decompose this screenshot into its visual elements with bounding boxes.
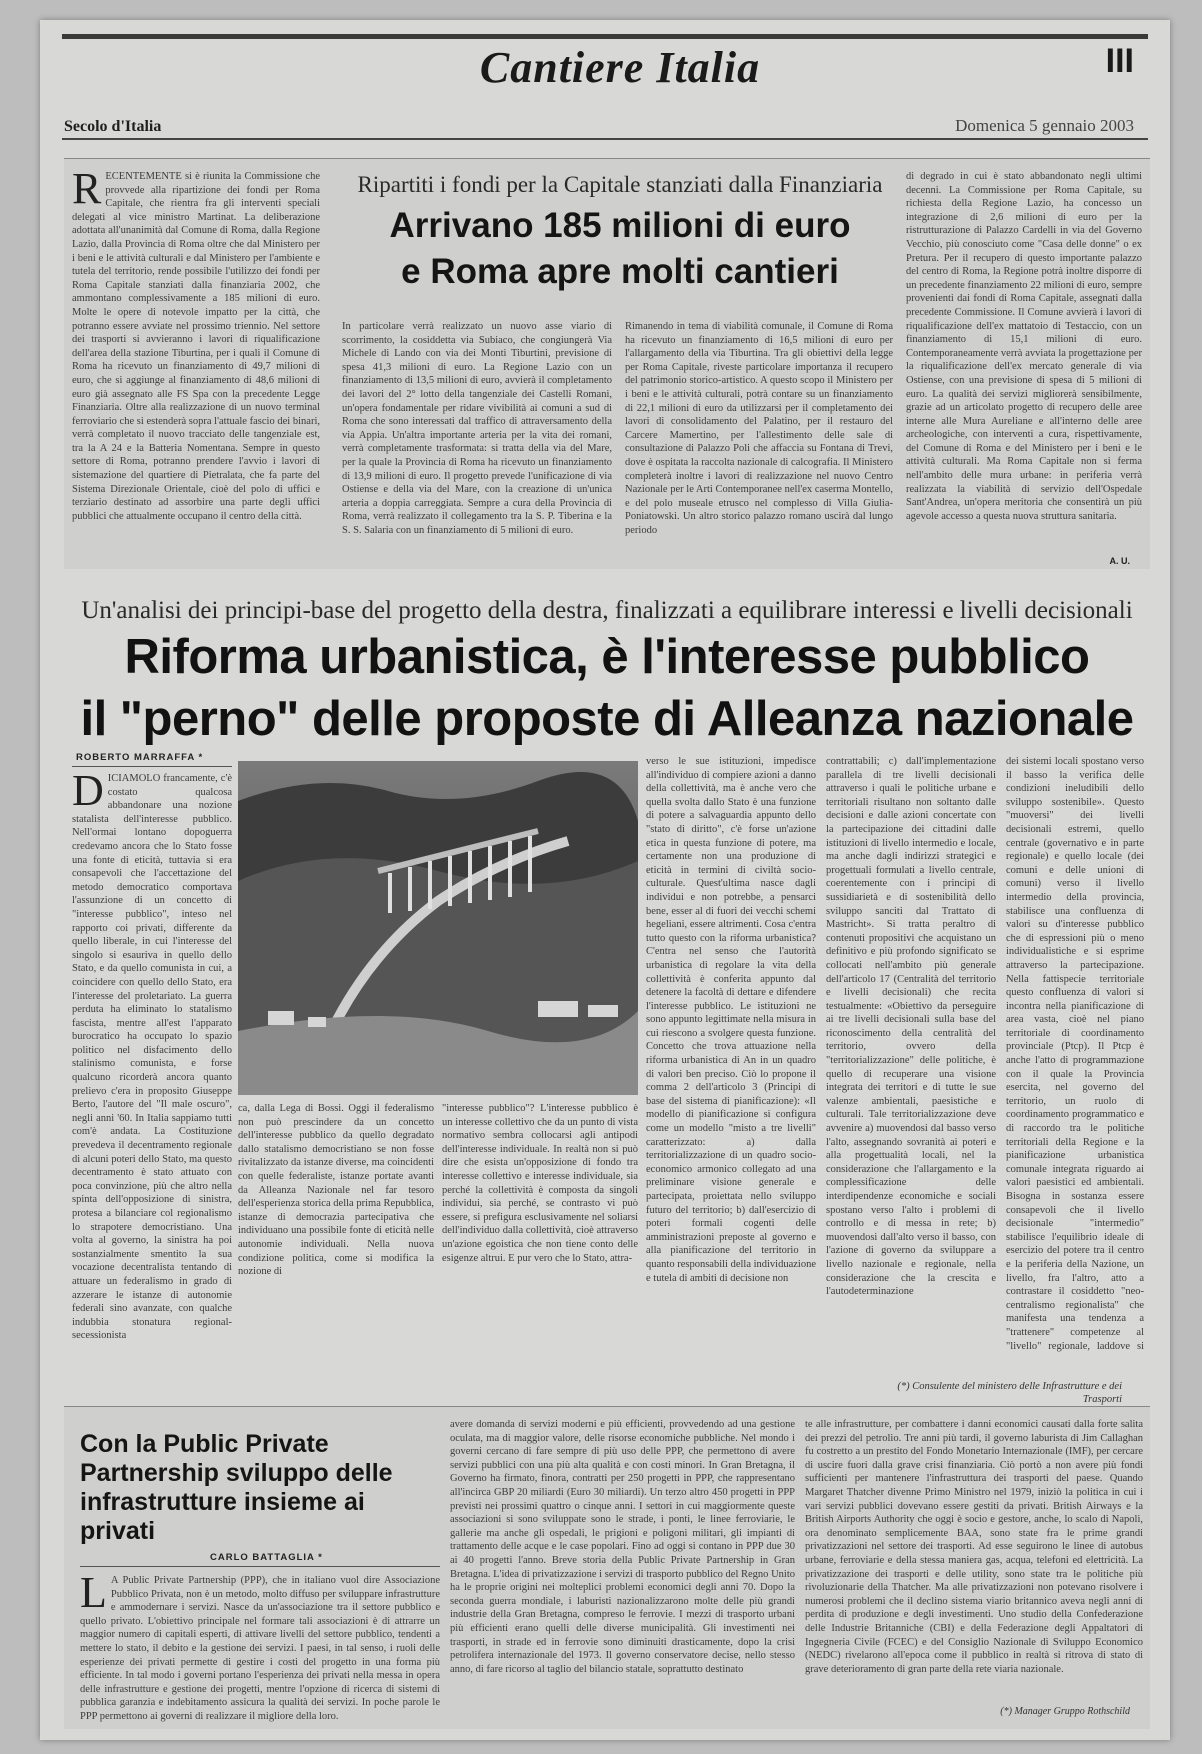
drop-cap: L [80,1574,107,1617]
bottom-story-column-1 [80,1574,440,1724]
bottom-story-byline: CARLO BATTAGLIA * [210,1552,323,1563]
top-story-kicker: Ripartiti i fondi per la Capitale stanziati dalla Finanziaria [357,172,883,197]
headline-line: Arrivano 185 milioni di euro [389,206,851,245]
paper-name: Secolo d'Italia [64,118,162,135]
masthead-sub-rule [62,138,1148,140]
viaduct-photo [238,761,638,1095]
mid-story-column-6: dei sistemi locali spostano verso il basso la verifica delle condizioni ineludibili dello sviluppo sostenibile». Questo "muoversi" dei livelli decisionali estremi, quello centrale (governativo e in parte regionale) e quello locale (dei comuni e delle unioni di comuni) verso il livello intermedio della provincia, stabilisce una confluenza di valori su d'interesse pubblico che di espressioni più o meno individualistiche e si esprime attraverso la partecipazione. Nella fattispecie territoriale questo confluenza di valori si incontra nella pianificazione di area vasta, cioè nel piano territoriale di coordinamento provinciale (Ptcp). Il Ptcp è anche l'atto di programmazione con il quale la Provincia esercita, nel governo del territorio, un ruolo di coordinamento programmatico e di raccordo tra le politiche territoriali della Regione e la pianificazione urbanistica comunale integrata riguardo ai valori paesistici ed ambientali. Bisogna in sostanza essere consapevoli che il livello decisionale "intermedio" stabilisce l'equilibrio ideale di esercizio del potere tra il centro e la periferia della Nazione, un livello, fra l'altro, atto a contrastare il cosiddetto "neo-centralismo regionalista" che manifesta una tendenza a "trattenere" competenze al "livello" regionale, laddove si [1006,756,1144,1352]
page-number: III [1105,42,1134,80]
section-title: Cantiere Italia [479,43,761,92]
mid-story-column-4: verso le sue istituzioni, impedisce all'individuo di compiere azioni a danno della collettività, ma è anche vero che quella svolta dallo Stato è una funzione di potere a salvaguardia appunto dello "stato di diritto", c'è forse un'azione etica in questa funzione di potere, ma certamente non una produzione di eticità in termini di civiltà socio-culturale. Quest'ultima nasce dagli individui e non potrebbe, a pensarci bene, esser al di fuori dei vecchi schemi hegeliani, essere altrimenti. Cosa c'entra tutto questo con la riforma urbanistica? C'entra nel senso che l'autorità urbanistica di regolare la vita della collettività è conferita appunto dal detenere la facoltà di dettare e difendere l'interesse pubblico. Le istituzioni ne sono appunto legittimate nella misura in cui riescono a svolgere questa funzione. Concetto che trova attuazione nella riforma urbanistica di An in un quadro di valori ben preciso. Ciò lo propone il comma 2 dell'articolo 3 (Principi di base del sistema di pianificazione): «Il modello di pianificazione si configura come un modello "misto a tre livelli" caratterizzato: a) dalla territorializzazione di un quadro socio-economico armonico collegato ad una preliminare visione generale e partecipata, proiettata nello sviluppo futuro del territorio; b) dall'esercizio di poteri formali cogenti delle amministrazioni preposte al governo e alla pianificazione del territorio in quanto responsabili della individuazione e tutela di ambiti di decisione non [646,756,816,1284]
headline-line: il "perno" delle proposte di Alleanza nazionale [80,692,1134,746]
top-story-signature: A. U. [1109,556,1130,566]
article-text: A Public Private Partnership (PPP), che in italiano vuol dire Associazione Pubblico Privata, non è un metodo, molto diffuso per sviluppare infrastrutture e ammodernare i servizi. Nasce da un'associazione tra il settore pubblico e quello privato. L'obiettivo principale nel formare tali associazioni è di attrarre un maggior numero di capitali esperti, di attivare livelli del settore pubblico, tendenti a mettere lo stato, il debito e la gestione dei servizi. I paesi, in tal senso, i ruoli delle esperienze dei privati permette di gestire i costi del progetto in una forma più efficiente. In tal modo i governi portano l'esperienza dei privati nella messa in opera delle infrastrutture e gestione dei progetti, mentre l'opzione di ricerca di sistemi di pubblica garanzia e indebitamento assicura la qualità dei servizi. In poche parole le PPP permettono ai governi di realizzare il migliore della loro. [80,1575,440,1722]
bottom-story-headline: Con la Public Private Partnership sviluppo delle infrastrutture insieme ai privati [80,1430,393,1545]
drop-cap: D [72,772,104,815]
top-story-column-3: Rimanendo in tema di viabilità comunale, il Comune di Roma ha ricevuto un finanziamento di 16,5 milioni di euro per l'allargamento della via Tiburtina. Tra gli obiettivi della legge per Roma Capitale, riveste particolare importanza il recupero del patrimonio storico-artistico. A questo scopo il Ministero per i beni e le attività culturali, potrà contare su un finanziamento di 22,1 milioni di euro da utilizzarsi per il completamento dei lavori di consolidamento del Palatino, per il restauro del Carcere Mamertino, per l'allestimento delle sale di consultazione di Palazzo Poli che affaccia su Fontana di Trevi, dove è ospitata la raccolta nazionale di calcografia. Il Ministero completerà inoltre i lavori di realizzazione nel nuovo Centro Nazionale per le Arti Contemporanee nell'ex caserma Montello, e del polo museale etrusco nel complesso di Villa Giulia-Poniatowski. Un altro storico palazzo romano uscirà dal lungo periodo [625,321,893,536]
bottom-story-column-3: te alle infrastrutture, per combattere i danni economici causati dalla forte salita dei prezzi del petrolio. Tre anni più tardi, il governo laburista di Jim Callaghan fu costretto a un prestito del Fondo Monetario Internazionale (IMF), per cercare di uscire fuori dalla grave crisi finanziaria. Ciò portò a non avere più fondi sufficienti per mantenere l'infrastruttura dei trasporti del paese. Quando Margaret Thatcher divenne Primo Ministro nel 1979, iniziò la politica in cui i vari servizi pubblici dovevano essere gestiti da privati. British Airways e la British Airports Authority che oggi è socio e gestore, anche, lo scalo di Napoli, ora denominato semplicemente BAA, sono state fra le prime grandi privatizzazioni nel settore dei trasporti. Ad esse seguirono le linee di autobus urbane, ferroviarie e della stessa maniera gas, acqua, telefoni ed elettricità. La privatizzazione dei trasporti e delle utility, sono state tra le politiche più rivoluzionarie della Thatcher. Ma alle privatizzazioni non potevano risolvere i numerosi problemi che il declino sistema viario britannico aveva negli anni di perdita di produzione e degli investimenti. Uno studio della Confederazione delle Industrie Britanniche (CBI) e della Federazione degli Appaltatori di Ingegneria Civile (FCEC) e del Consiglio Nazionale di Sviluppo Economico (NEDC) rivelarono all'epoca come il pubblico in realtà si ritrova di stato di grave deterioramento di gran parte della rete viaria nazionale. [805,1419,1143,1675]
byline-rule [72,766,232,767]
bottom-story-column-2: avere domanda di servizi moderni e più efficienti, provvedendo ad una gestione oculata, ma di maggior valore, delle risorse economiche pubbliche. Nel mondo i governi cercano di fare sempre di più uso delle PPP, che permettono di avere servizi pubblici con una più alta qualità e con costi minori. In Gran Bretagna, il Governo ha firmato, finora, contratti per 250 progetti in PPP, che rappresentano all'incirca GBP 20 miliardi (Euro 30 miliardi). Un terzo altro 450 progetti in PPP previsti nei prossimi quattro o cinque anni. I settori in cui maggiormente queste associazioni si sono sviluppate sono le strade, i ponti, le linee ferroviarie, le gallerie ma anche gli ospedali, le prigioni e poligoni militari, gli impianti di trattamento delle acque e le case popolari. Fino ad oggi si contano in PPP due 30 ai 40 progetti l'anno. Breve storia della Public Private Partnership in Gran Bretagna. L'idea di privatizzazione i servizi di trasporto pubblico del Regno Unito ha le proprie origini nei molteplici problemi economici degli anni 70. Dopo la seconda guerra mondiale, i laburisti nazionalizzarono molte delle più grandi industrie della Gran Bretagna, compreso le ferrovie. I mezzi di trasporto urbani più efficienti erano quelli delle diverse municipalità. Gli investimenti nei trasporti, in strade ed in ferrovie sono diminuiti drasticamente, dopo la crisi petrolifera internazionale del 1973. Il governo conservatore decise, nello stesso anno, di fare ricorso al taglio del bilancio statale, soprattutto destinato [450,1419,795,1675]
mid-story-column-3: "interesse pubblico"? L'interesse pubblico è un interesse collettivo che da un punto di vista normativo sembra collocarsi agli antipodi dell'interesse individuale. In realtà non si può dire che esista un'opposizione di fondo tra interesse collettivo e interesse individuale, sia perché la collettività è composta da singoli individui, sia perché, se contrasto vi può essere, si prefigura esclusivamente nel soliarsi dell'individuo dalla collettività, cioè attraverso un'azione egoistica che non tiene conto delle esigenze altrui. E pur vero che lo Stato, attra- [442,1103,638,1264]
mid-story-column-5: contrattabili; c) dall'implementazione parallela di tre livelli decisionali attraverso i quali le politiche urbane e territoriali risultano non soltanto dalle decisioni e dalle azioni concertate con la partecipazione dei cittadini dalle istituzioni di livello intermedio e locale, ma anche dagli indirizzi strategici e progettuali formulati a livello centrale, coerentemente con i principi di sussidiarietà e di sostenibilità dello sviluppo sanciti dal Trattato di Mastricht». Si tratta peraltro di contenuti propositivi che acquistano un definitivo e più profondo significato se collocati nell'ambito più generale dell'articolo 17 (Centralità del territorio e livelli decisionali) che recita testualmente: «Obiettivo da perseguire ai tre livelli decisionali sulla base del riconoscimento della centralità del territorio, ovvero della "territorializzazione" delle politiche, è quello di recuperare una visione integrata dei territori e di tutte le sue valenze ambientali, paesistiche e culturali. Tale territorializzazione deve avvenire a) muovendosi dal basso verso l'alto, assegnando sovranità ai poteri e alla progettualità locali, nel la considerazione che l'allargamento e la complessificazione delle interdipendenze economiche e sociali spostano verso l'alto i problemi di controllo e di messa in rete; b) muovendosi dall'alto verso il basso, con l'azione di governo da sviluppare a livello nazionale e regionale, nella considerazione che la crescita e l'autodeterminazione [826,756,996,1298]
top-story-headline [340,203,900,295]
author-note: (*) Consulente del ministero delle Infrastrutture e dei Trasporti [897,1381,1122,1405]
bottom-story-signature: (*) Manager Gruppo Rothschild [1000,1706,1130,1717]
article-text: ECENTEMENTE si è riunita la Commissione che provvede alla ripartizione dei fondi per Roma Capitale, che rientra fra gli interventi speciali delegati al vice ministro Martinat. La deliberazione adottata all'unanimità dal Comune di Roma, dalla Regione Lazio, dalla Provincia di Roma oltre che dal Ministero per i beni e le attività culturali e dal Ministero per l'ambiente e tutela del territorio, rende possibile l'utilizzo dei fondi per Roma Capitale stanziati dalla finanziaria 2002, che ammontano complessivamente a 185 milioni di euro. Molte le opere di notevole impatto per la città, che potranno essere avviate nel prossimo triennio. Nel settore dei trasporti si avvieranno i lavori di riqualificazione dell'area della stazione Tiburtina, per i quali il Comune di Roma ha ricevuto un finanziamento di 49,7 milioni di euro, che si aggiunge al finanziamento di 48,6 milioni di euro già assegnato alle FS Spa con la precedente Legge Finanziaria. Oltre alla realizzazione di un nuovo terminal ferroviario che si estenderà sopra l'attuale fascio dei binari, verrà completato il nuovo tracciato delle tangenziale est, tra la A 24 e la Batteria Nomentana. Sempre in questo settore di Roma, potranno prendere l'avvio i lavori di sistemazione del quartiere di Pietralata, che fa parte del Sistema Direzionale Orientale, cioè del polo di uffici e terziario destinato ad assorbire una parte degli uffici pubblici che attualmente occupano il centro della città. [72,171,320,522]
mid-story-kicker: Un'analisi dei principi-base del progetto della destra, finalizzati a equilibrare interessi e livelli decisionali [81,597,1133,624]
mid-story-headline [64,626,1150,750]
headline-line: e Roma apre molti cantieri [401,252,839,291]
masthead-rule [62,34,1148,39]
mid-story-column-1 [72,772,232,1384]
top-story-column-2: In particolare verrà realizzato un nuovo asse viario di scorrimento, la cosiddetta via Subiaco, che congiungerà Via Michele di Lando con via dei Monti Tiburtini, previsione di spesa 41,3 milioni di euro. La Regione Lazio con un finanziamento di 13,5 milioni di euro, avvierà il completamento dei lavori del 2° lotto della tangenziale dei Castelli Romani, un'opera fondamentale per ridare vivibilità ai comuni a sud di Roma che sono interessati dal traffico di attraversamento della via Appia. Un'altra importante arteria per la vita dei romani, verrà completamente trasformata: si tratta della via del Mare, per la quale la Provincia di Roma ha ricevuto un finanziamento di 13,9 milioni di euro. Il progetto prevede l'unificazione di via Ostiense e della via del Mare, con la creazione di un'unica arteria a doppia carreggiata. Sempre a cura della Provincia di Roma, verrà realizzato il collegamento tra la S. P. Tiberina e la S. S. Salaria con un finanziamento di 5 milioni di euro. [342,321,612,536]
drop-cap: R [72,170,102,213]
mid-story-byline: ROBERTO MARRAFFA * [76,752,204,763]
issue-date: Domenica 5 gennaio 2003 [955,116,1134,135]
byline-rule [80,1566,440,1567]
mid-story-column-2: ca, dalla Lega di Bossi. Oggi il federalismo non può prescindere da un concetto dell'interesse pubblico da quello degradato dallo statalismo democristiano se non fosse rivitalizzato da istanze diverse, ma coincidenti con quelle federaliste, istanze portate avanti da Alleanza Nazionale nel far tesoro dell'esperienza storica della prima Repubblica, istanze di democrazia partecipativa che individuano una possibile fonte di eticità nelle autonomie individuali. Nella nuova condizione politica, come si modifica la nozione di [238,1103,434,1278]
headline-line: Riforma urbanistica, è l'interesse pubblico [124,630,1090,684]
top-story-column-4: di degrado in cui è stato abbandonato negli ultimi decenni. La Commissione per Roma Capitale, su richiesta della Regione Lazio, ha concesso un integrazione di 2,6 milioni di euro per la ristrutturazione di Palazzo Cardelli in via del Governo Vecchio, più conosciuto come "Casa delle donne" o ex Pretura. Per il recupero di questo importante palazzo del centro di Roma, la Regione potrà inoltre disporre di un precedente finanziamento 22 milioni di euro, sempre provenienti dai fondi di Roma Capitale, assegnati dalla precedente Commissione. Il Comune avvierà i lavori di riqualificazione dell'ex mattatoio di Testaccio, con un finanziamento di 15,1 milioni di euro. Contemporaneamente verrà avviata la progettazione per la riqualificazione dell'ex mercato generale di via Ostiense, con una previsione di spesa di 5 milioni di euro. La qualità dei servizi migliorerà sensibilmente, grazie ad un articolato progetto di recupero delle aree interne alle Mura Aureliane e all'interno delle aree archeologiche, con interventi a cura, rispettivamente, del Comune di Roma e del Ministero per i beni e le attività culturali. Ma Roma Capitale non si ferma nell'ambito delle mura urbane: in periferia verrà realizzata la viabilità di servizio dell'Ospedale Sant'Andrea, un'opera meritoria che consentirà un più agevole accesso a questa nuova struttura sanitaria. [906,171,1142,522]
top-story-column-1 [72,170,320,554]
article-text: ICIAMOLO francamente, c'è costato qualcosa abbandonare una nozione statalista dell'interesse pubblico. Nell'ormai lontano dopoguerra credevamo ancora che lo Stato fosse una fonte di eticità, tuttavia si era consapevoli che l'accettazione del metodo democratico comportava l'assunzione di un concetto di "interesse pubblico", inteso nel rapporto coi privati, differente da quello liberale, in cui l'interesse del singolo si esauriva in quello dello Stato, e da quello comunista in cui, a coincidere con quello dello Stato, era l'interesse del proletariato. La guerra perduta ha eliminato lo statalismo fascista, mentre all'est l'apparato burocratico ha occupato lo spazio politico nel disfacimento dello stalinismo comunista, e forse qualcuno ricorderà ancora quanto prelievo c'era in proposito Giuseppe Berto, l'autore del "Il male oscuro", negli anni '60. In Italia sappiamo tutti com'è andata. La Costituzione prevedeva il decentramento regionale di alcuni poteri dello Stato, ma questo decentramento è stato attuato con poca convinzione, più che altro nella spinta dell'opposizione di sinistra, protesa a bilanciare col regionalismo lo strapotere democristiano. Una volta al governo, la sinistra ha poi sostanzialmente smentito la sua vocazione decentralista tentando di attuare un federalismo in grado di azzerare le istanze di autonomie federali sino avanzate, con qualche indubbia stonatura regional-secessionista [72,773,232,1342]
newspaper-page [40,20,1170,1740]
